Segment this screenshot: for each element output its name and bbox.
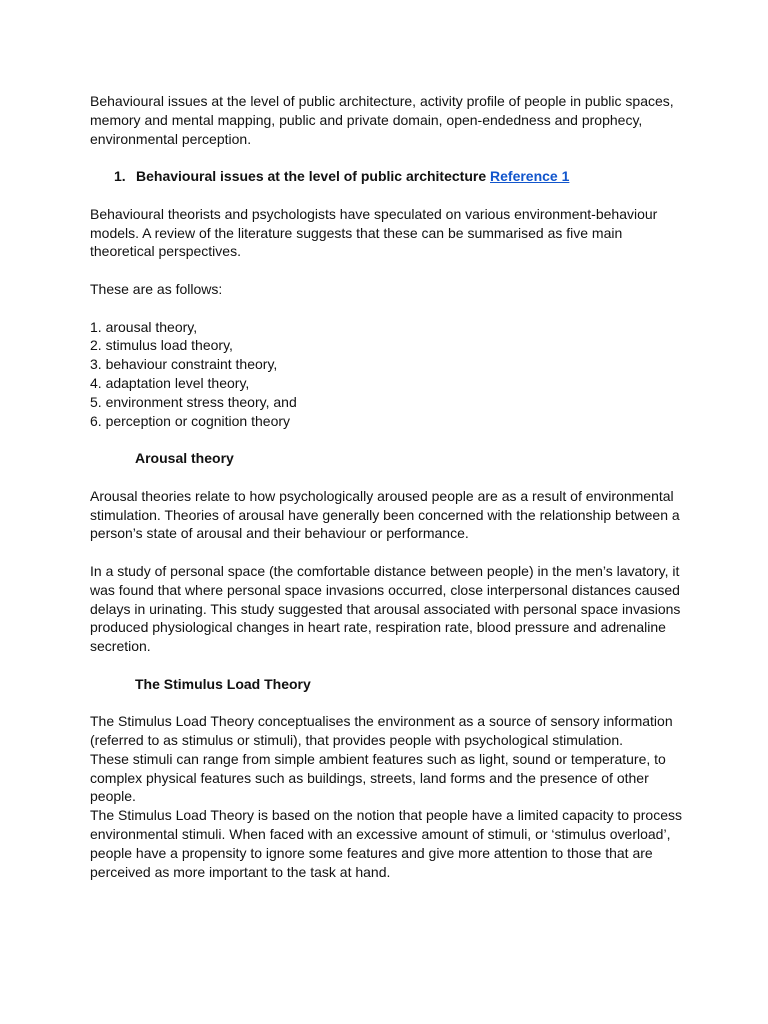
arousal-paragraph-2: In a study of personal space (the comfortable distance between people) in the men’s lavatory, it was found that where personal space invasions occurred, close interpersonal distances caused delays in urinating. This study suggested that arousal associated with personal space invasions produced physiological changes in heart rate, respiration rate, blood pressure and adrenaline secretion.	[90, 562, 681, 655]
list-item: 4. adaptation level theory,	[90, 374, 250, 391]
list-item: 3. behaviour constraint theory,	[90, 356, 278, 373]
section-title: Behavioural issues at the level of public architecture	[136, 168, 487, 185]
theory-list	[90, 318, 690, 431]
stimulus-paragraph-2: These stimuli can range from simple ambient features such as light, sound or temperature, to complex physical features such as buildings, streets, land forms and the presence of other people.	[90, 750, 666, 805]
intro-paragraph: Behavioural issues at the level of public architecture, activity profile of people in public spaces, memory and mental mapping, public and private domain, open-endedness and prophecy, environmental perception.	[90, 93, 674, 147]
arousal-paragraph-1: Arousal theories relate to how psychologically aroused people are as a result of environmental stimulation. Theories of arousal have generally been concerned with the relationship between a person’s state of arousal and their behaviour or performance.	[90, 487, 680, 542]
list-item: 1. arousal theory,	[90, 318, 198, 335]
list-item: 6. perception or cognition theory	[90, 412, 291, 429]
models-paragraph: Behavioural theorists and psychologists have speculated on various environment-behaviour models. A review of the literature suggests that these can be summarised as five main theoretical perspectives.	[90, 205, 658, 260]
document-page	[90, 92, 690, 881]
arousal-theory-heading: Arousal theory	[135, 450, 234, 467]
stimulus-paragraph-3: The Stimulus Load Theory is based on the notion that people have a limited capacity to process environmental stimuli. When faced with an excessive amount of stimuli, or ‘stimulus overload’, people have a propensity to ignore some features and give more attention to those that are perceived as more important to the task at hand.	[90, 807, 682, 880]
stimulus-paragraph-1: The Stimulus Load Theory conceptualises the environment as a source of sensory information (referred to as stimulus or stimuli), that provides people with psychological stimulation.	[90, 713, 673, 749]
stimulus-load-heading: The Stimulus Load Theory	[135, 675, 311, 692]
reference-link[interactable]: Reference 1	[490, 168, 570, 185]
list-item: 2. stimulus load theory,	[90, 337, 233, 354]
section-number: 1.	[114, 168, 126, 185]
follows-paragraph: These are as follows:	[90, 280, 223, 297]
section-heading-public-architecture	[114, 167, 690, 186]
list-item: 5. environment stress theory, and	[90, 393, 297, 410]
